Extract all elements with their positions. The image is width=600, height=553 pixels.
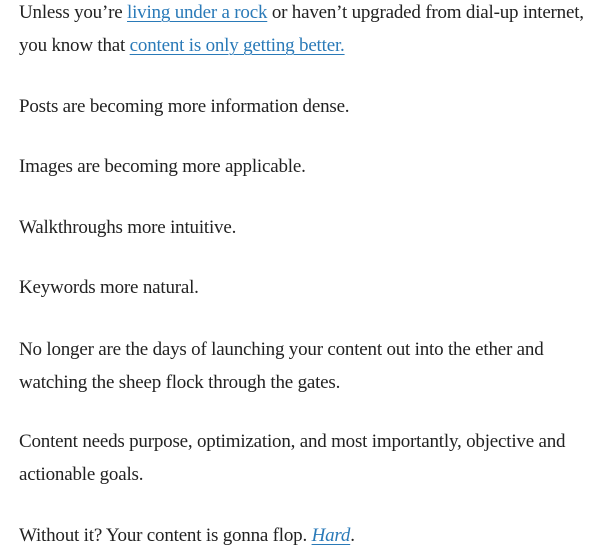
paragraph-no-longer: No longer are the days of launching your content out into the ether and watching the sheep flock through the gates. [19, 339, 544, 393]
intro-text-start: Unless you’re [19, 2, 128, 23]
without-it-text: Without it? Your content is gonna flop. [19, 525, 312, 546]
paragraph-without-it [19, 519, 355, 552]
paragraph-walkthroughs: Walkthroughs more intuitive. [19, 217, 237, 238]
paragraph-posts: Posts are becoming more information dense. [19, 96, 350, 117]
paragraph-images: Images are becoming more applicable. [19, 156, 306, 177]
living-under-a-rock-link[interactable]: living under a rock [127, 2, 268, 23]
hard-link[interactable]: Hard [311, 525, 351, 546]
paragraph-content-needs: Content needs purpose, optimization, and most importantly, objective and actionable goals. [19, 431, 566, 485]
content-getting-better-link[interactable]: content is only getting better. [129, 35, 345, 56]
without-it-period: . [350, 525, 355, 546]
paragraph-intro [19, 0, 589, 62]
intro-text-middle: or haven’t upgraded from dial-up internet, you know that [19, 2, 584, 56]
paragraph-keywords: Keywords more natural. [19, 277, 199, 298]
